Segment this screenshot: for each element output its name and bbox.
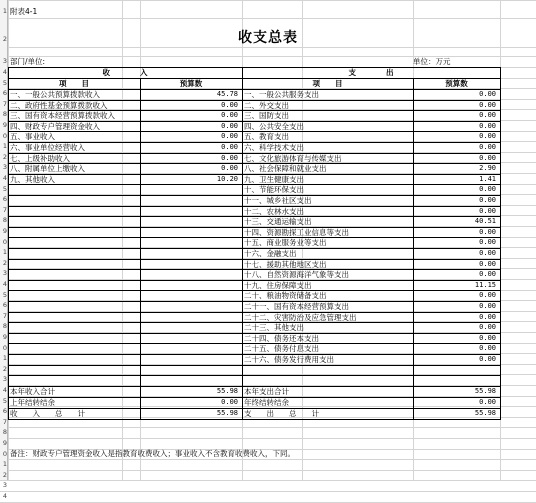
grid-row-line xyxy=(0,0,536,1)
table-border xyxy=(500,67,501,420)
income-row-value[interactable]: 0.00 xyxy=(221,132,238,141)
year-end-label[interactable]: 年终结转结余 xyxy=(244,397,289,407)
income-row-label[interactable]: 九、其他收入 xyxy=(10,174,55,184)
income-row-value[interactable]: 0.00 xyxy=(221,153,238,162)
expense-row-value[interactable]: 0.00 xyxy=(479,111,496,120)
expense-total-value[interactable]: 55.98 xyxy=(474,386,496,395)
income-item-col-header[interactable]: 项 目 xyxy=(59,79,89,88)
table-border xyxy=(8,67,9,419)
income-row-value[interactable]: 0.00 xyxy=(221,164,238,173)
income-sum-value[interactable]: 55.98 xyxy=(216,408,238,417)
row-number[interactable]: 7 xyxy=(2,99,7,108)
expense-row-label[interactable]: 八、社会保障和就业支出 xyxy=(244,164,327,174)
row-number[interactable]: 8 xyxy=(2,322,7,331)
expense-row-value[interactable]: 0.00 xyxy=(479,259,496,268)
sheet-title[interactable]: 收支总表 xyxy=(238,30,298,46)
dept-label[interactable]: 部门/单位: xyxy=(10,57,46,66)
row-number[interactable]: 2 xyxy=(2,258,7,267)
expense-row-label[interactable]: 十九、住房保障支出 xyxy=(244,280,312,290)
expense-row-value[interactable]: 0.00 xyxy=(479,121,496,130)
expense-row-label[interactable]: 十三、交通运输支出 xyxy=(244,217,312,227)
income-row-value[interactable]: 0.00 xyxy=(221,100,238,109)
grid-row-line xyxy=(0,47,536,48)
expense-row-value[interactable]: 0.00 xyxy=(479,302,496,310)
expense-sum-value[interactable]: 55.98 xyxy=(474,408,496,417)
expense-budget-col-header[interactable]: 预算数 xyxy=(445,79,468,88)
row-number[interactable]: 4 xyxy=(2,492,7,500)
expense-row-value[interactable]: 0.00 xyxy=(479,312,496,321)
expense-row-label[interactable]: 十五、商业服务业等支出 xyxy=(244,238,327,248)
income-row-label[interactable]: 五、事业收入 xyxy=(10,132,55,142)
row-number[interactable]: 3 xyxy=(2,269,7,278)
expense-row-label[interactable]: 七、文化旅游体育与传媒支出 xyxy=(244,153,342,163)
expense-row-label[interactable]: 二十四、债务还本支出 xyxy=(244,333,319,343)
expense-row-label[interactable]: 十二、农林水支出 xyxy=(244,206,304,216)
income-row-label[interactable]: 四、财政专户管理资金收入 xyxy=(10,121,100,131)
row-number[interactable]: 2 xyxy=(2,152,7,161)
row-number[interactable]: 3 xyxy=(2,163,7,172)
income-header[interactable]: 收 入 xyxy=(102,68,148,77)
row-number[interactable]: 1 xyxy=(2,354,7,363)
row-number[interactable]: 9 xyxy=(2,121,7,129)
expense-row-label[interactable]: 五、教育支出 xyxy=(244,132,289,142)
unit-label[interactable]: 单位：万元 xyxy=(413,57,451,66)
row-number[interactable]: 2 xyxy=(2,35,7,43)
grid-row-line xyxy=(0,470,536,471)
year-end-value[interactable]: 0.00 xyxy=(479,397,496,406)
row-number[interactable]: 3 xyxy=(2,375,7,384)
grid-row-line xyxy=(0,427,536,428)
row-number[interactable]: 3 xyxy=(2,57,7,65)
expense-row-label[interactable]: 九、卫生健康支出 xyxy=(244,174,304,184)
row-number[interactable]: 9 xyxy=(2,439,7,447)
expense-row-label[interactable]: 六、科学技术支出 xyxy=(244,143,304,152)
expense-sum-label[interactable]: 支 出 总 计 xyxy=(244,408,319,418)
expense-row-value[interactable]: 2.90 xyxy=(479,164,496,173)
table-border xyxy=(242,67,243,419)
grid-row-line xyxy=(0,491,536,492)
grid-row-line xyxy=(0,438,536,439)
income-row-label[interactable]: 二、政府性基金预算拨款收入 xyxy=(10,100,108,110)
income-row-value[interactable]: 45.78 xyxy=(216,90,238,98)
row-number[interactable]: 7 xyxy=(2,205,7,214)
expense-row-value[interactable]: 1.41 xyxy=(479,174,496,183)
expense-row-value[interactable]: 0.00 xyxy=(479,143,496,151)
income-row-value[interactable]: 0.00 xyxy=(221,111,238,120)
grid-row-line xyxy=(0,502,536,503)
expense-row-label[interactable]: 二十二、灾害防治及应急管理支出 xyxy=(244,312,357,322)
grid-row-line xyxy=(0,56,536,57)
expense-row-label[interactable]: 二、外交支出 xyxy=(244,100,289,110)
row-number[interactable]: 6 xyxy=(2,89,7,98)
income-row-label[interactable]: 六、事业单位经营收入 xyxy=(10,143,85,152)
row-number[interactable]: 4 xyxy=(2,280,7,288)
row-number[interactable]: 1 xyxy=(2,7,7,15)
income-row-label[interactable]: 三、国有资本经营预算拨款收入 xyxy=(10,111,115,121)
expense-row-value[interactable]: 40.51 xyxy=(474,217,496,226)
income-row-label[interactable]: 一、一般公共预算拨款收入 xyxy=(10,90,100,99)
expense-header[interactable]: 支 出 xyxy=(348,68,394,77)
grid-row-line xyxy=(0,18,536,19)
row-number[interactable]: 5 xyxy=(2,184,7,193)
row-number[interactable]: 6 xyxy=(2,407,7,416)
expense-row-value[interactable]: 0.00 xyxy=(479,323,496,332)
income-total-label[interactable]: 本年收入合计 xyxy=(10,386,55,396)
row-number[interactable]: 8 xyxy=(2,428,7,437)
expense-row-value[interactable]: 0.00 xyxy=(479,249,496,257)
expense-row-label[interactable]: 十七、援助其他地区支出 xyxy=(244,259,327,269)
row-number[interactable]: 7 xyxy=(2,311,7,320)
row-number[interactable]: 8 xyxy=(2,110,7,119)
row-number[interactable]: 9 xyxy=(2,333,7,341)
expense-row-value[interactable]: 0.00 xyxy=(479,90,496,98)
income-row-label[interactable]: 八、附属单位上缴收入 xyxy=(10,164,85,174)
row-number[interactable]: 6 xyxy=(2,195,7,204)
expense-row-label[interactable]: 十四、资源勘探工业信息等支出 xyxy=(244,227,349,237)
income-sum-label[interactable]: 收 入 总 计 xyxy=(10,408,85,418)
expense-row-value[interactable]: 0.00 xyxy=(479,291,496,300)
row-number[interactable]: 8 xyxy=(2,216,7,225)
expense-row-value[interactable]: 11.15 xyxy=(474,280,496,289)
row-number[interactable]: 3 xyxy=(2,481,7,490)
expense-row-value[interactable]: 0.00 xyxy=(479,333,496,342)
expense-row-value[interactable]: 0.00 xyxy=(479,196,496,204)
row-number[interactable]: 0 xyxy=(2,449,7,458)
expense-item-col-header[interactable]: 项 目 xyxy=(312,79,343,88)
income-row-value[interactable]: 10.20 xyxy=(216,174,238,183)
expense-row-label[interactable]: 一、一般公共服务支出 xyxy=(244,90,319,99)
expense-row-label[interactable]: 四、公共安全支出 xyxy=(244,121,304,131)
income-total-value[interactable]: 55.98 xyxy=(216,386,238,395)
row-number[interactable]: 2 xyxy=(2,364,7,373)
income-budget-col-header[interactable]: 预算数 xyxy=(179,79,203,88)
expense-row-value[interactable]: 0.00 xyxy=(479,355,496,363)
expense-row-value[interactable]: 0.00 xyxy=(479,185,496,194)
expense-row-label[interactable]: 十六、金融支出 xyxy=(244,249,297,258)
row-number[interactable]: 7 xyxy=(2,417,7,426)
income-row-value[interactable]: 0.00 xyxy=(221,121,238,130)
expense-row-label[interactable]: 二十、粮油物资储备支出 xyxy=(244,291,327,301)
row-number[interactable]: 2 xyxy=(2,470,7,479)
footnote[interactable]: 备注：财政专户管理资金收入是指教育收费收入；事业收入不含教育收费收入，下同。 xyxy=(10,449,295,458)
expense-row-value[interactable]: 0.00 xyxy=(479,270,496,279)
row-number[interactable]: 5 xyxy=(2,396,7,405)
row-number[interactable]: 1 xyxy=(2,142,7,151)
row-number[interactable]: 5 xyxy=(2,290,7,299)
row-number[interactable]: 4 xyxy=(2,174,7,182)
carryover-value[interactable]: 0.00 xyxy=(221,397,238,406)
grid-row-line xyxy=(0,459,536,460)
expense-row-value[interactable]: 0.00 xyxy=(479,344,496,353)
row-number[interactable]: 0 xyxy=(2,343,7,352)
expense-row-label[interactable]: 二十六、债务发行费用支出 xyxy=(244,355,334,364)
expense-row-value[interactable]: 0.00 xyxy=(479,238,496,247)
expense-row-value[interactable]: 0.00 xyxy=(479,206,496,215)
income-row-label[interactable]: 七、上级补助收入 xyxy=(10,153,70,163)
table-border xyxy=(8,419,500,420)
expense-row-label[interactable]: 三、国防支出 xyxy=(244,111,289,121)
row-number[interactable]: 4 xyxy=(2,386,7,394)
expense-row-label[interactable]: 十一、城乡社区支出 xyxy=(244,196,312,205)
expense-row-label[interactable]: 十八、自然资源海洋气象等支出 xyxy=(244,270,349,280)
expense-row-label[interactable]: 十、节能环保支出 xyxy=(244,185,304,195)
row-number[interactable]: 1 xyxy=(2,460,7,469)
row-number[interactable]: 6 xyxy=(2,301,7,310)
expense-row-label[interactable]: 二十一、国有资本经营预算支出 xyxy=(244,302,349,311)
annex-label[interactable]: 附表4-1 xyxy=(10,7,38,16)
row-number[interactable]: 9 xyxy=(2,227,7,235)
row-number[interactable]: 1 xyxy=(2,248,7,257)
carryover-label[interactable]: 上年结转结余 xyxy=(10,397,55,407)
expense-row-value[interactable]: 0.00 xyxy=(479,153,496,162)
expense-row-value[interactable]: 0.00 xyxy=(479,227,496,236)
expense-row-label[interactable]: 二十三、其他支出 xyxy=(244,323,304,333)
row-number[interactable]: 4 xyxy=(2,68,7,76)
expense-row-label[interactable]: 二十五、债务付息支出 xyxy=(244,344,319,354)
table-border xyxy=(8,375,500,376)
row-number[interactable]: 0 xyxy=(2,131,7,140)
row-number[interactable]: 5 xyxy=(2,78,7,87)
row-number[interactable]: 0 xyxy=(2,237,7,246)
grid-row-line xyxy=(0,480,536,481)
income-row-value[interactable]: 0.00 xyxy=(221,143,238,151)
expense-row-value[interactable]: 0.00 xyxy=(479,132,496,141)
expense-total-label[interactable]: 本年支出合计 xyxy=(244,386,289,396)
expense-row-value[interactable]: 0.00 xyxy=(479,100,496,109)
